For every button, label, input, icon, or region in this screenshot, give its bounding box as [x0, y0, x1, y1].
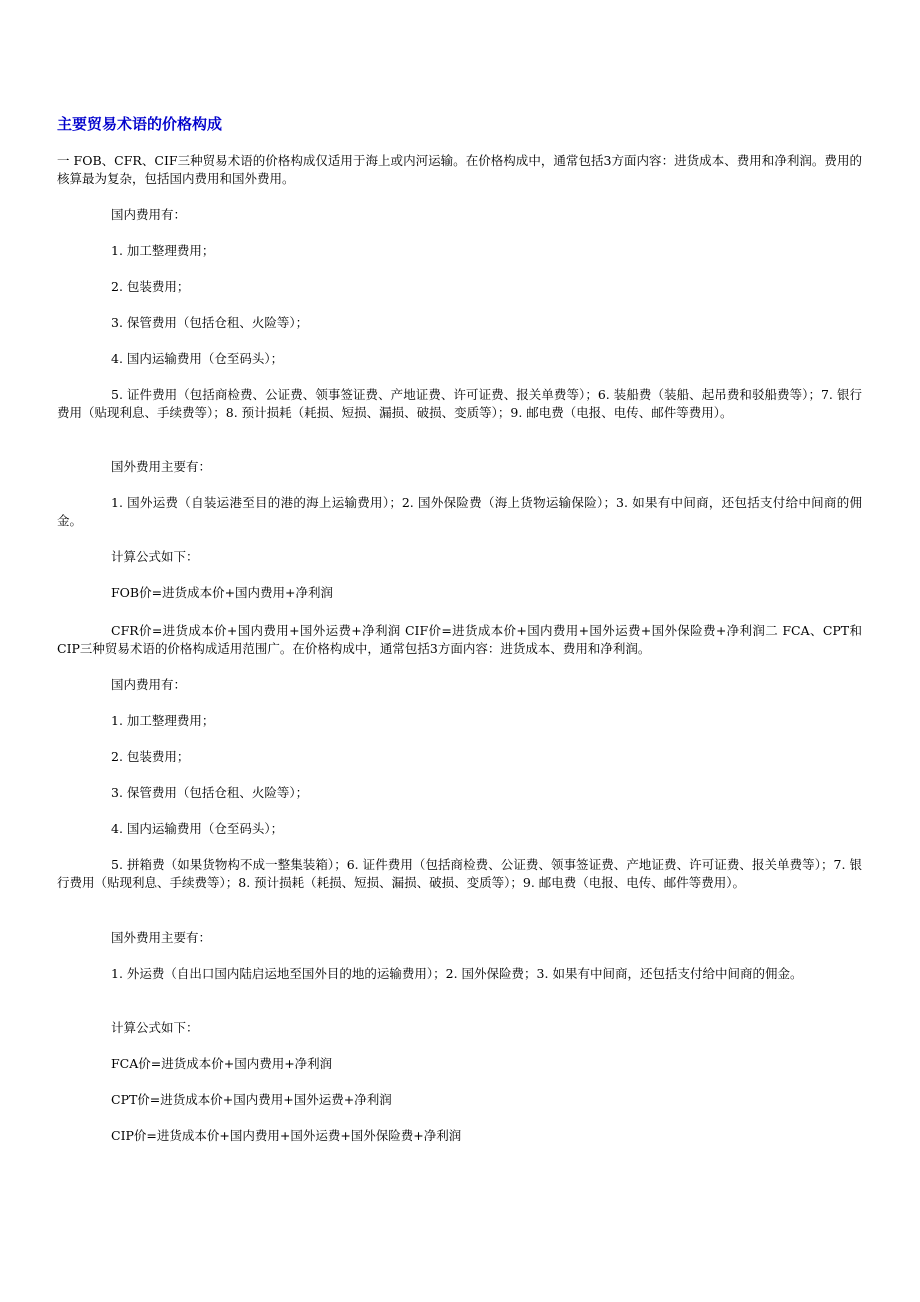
list-item: 4. 国内运输费用（仓至码头）； — [111, 351, 284, 366]
list-item: 3. 保管费用（包括仓租、火险等）； — [111, 315, 309, 330]
domestic-costs-heading: 国内费用有： — [111, 207, 187, 222]
document-title: 主要贸易术语的价格构成 — [57, 115, 223, 133]
formula-heading: 计算公式如下： — [111, 549, 199, 564]
list-item: 4. 国内运输费用（仓至码头）； — [111, 821, 284, 836]
list-item: 5. 拼箱费（如果货物构不成一整集装箱）；6. 证件费用（包括商检费、公证费、领事签证费、产地证费、许可证费、报关单费等）；7. 银行费用（贴现利息、手续费等）；8. 预计损耗（耗损、短损、漏损、破损、变质等）；9. 邮电费（电报、电传、邮件等费用）。 — [57, 857, 862, 890]
list-item: 3. 保管费用（包括仓租、火险等）； — [111, 785, 309, 800]
list-item: 2. 包装费用； — [111, 749, 190, 764]
formula-fca: FCA价=进货成本价+国内费用+净利润 — [111, 1056, 333, 1071]
list-item: 1. 加工整理费用； — [111, 243, 215, 258]
foreign-costs-heading: 国外费用主要有： — [111, 459, 212, 474]
formula-cip: CIP价=进货成本价+国内费用+国外运费+国外保险费+净利润 — [111, 1128, 462, 1143]
list-item: 1. 加工整理费用； — [111, 713, 215, 728]
intro-paragraph: 一 FOB、CFR、CIF三种贸易术语的价格构成仅适用于海上或内河运输。在价格构成中，通常包括3方面内容：进货成本、费用和净利润。费用的核算最为复杂，包括国内费用和国外费用。 — [57, 153, 862, 186]
list-item: 1. 外运费（自出口国内陆启运地至国外目的地的运输费用）；2. 国外保险费；3. 如果有中间商，还包括支付给中间商的佣金。 — [111, 966, 803, 981]
formula-heading: 计算公式如下： — [111, 1020, 199, 1035]
list-item: 2. 包装费用； — [111, 279, 190, 294]
foreign-costs-heading: 国外费用主要有： — [111, 930, 212, 945]
list-item: 5. 证件费用（包括商检费、公证费、领事签证费、产地证费、许可证费、报关单费等）；6. 装船费（装船、起吊费和驳船费等）；7. 银行费用（贴现利息、手续费等）；8. 预计损耗（耗损、短损、漏损、破损、变质等）；9. 邮电费（电报、电传、邮件等费用）。 — [57, 387, 862, 420]
formula-cpt: CPT价=进货成本价+国内费用+国外运费+净利润 — [111, 1092, 392, 1107]
formula-fob: FOB价=进货成本价+国内费用+净利润 — [111, 585, 334, 600]
domestic-costs-heading: 国内费用有： — [111, 677, 187, 692]
list-item: 1. 国外运费（自装运港至目的港的海上运输费用）；2. 国外保险费（海上货物运输保险）；3. 如果有中间商，还包括支付给中间商的佣金。 — [57, 495, 862, 528]
formula-cfr-cif: CFR价=进货成本价+国内费用+国外运费+净利润 CIF价=进货成本价+国内费用+国外运费+国外保险费+净利润二 FCA、CPT和CIP三种贸易术语的价格构成适用范围广。在价格构成中，通常包括3方面内容：进货成本、费用和净利润。 — [57, 623, 862, 656]
